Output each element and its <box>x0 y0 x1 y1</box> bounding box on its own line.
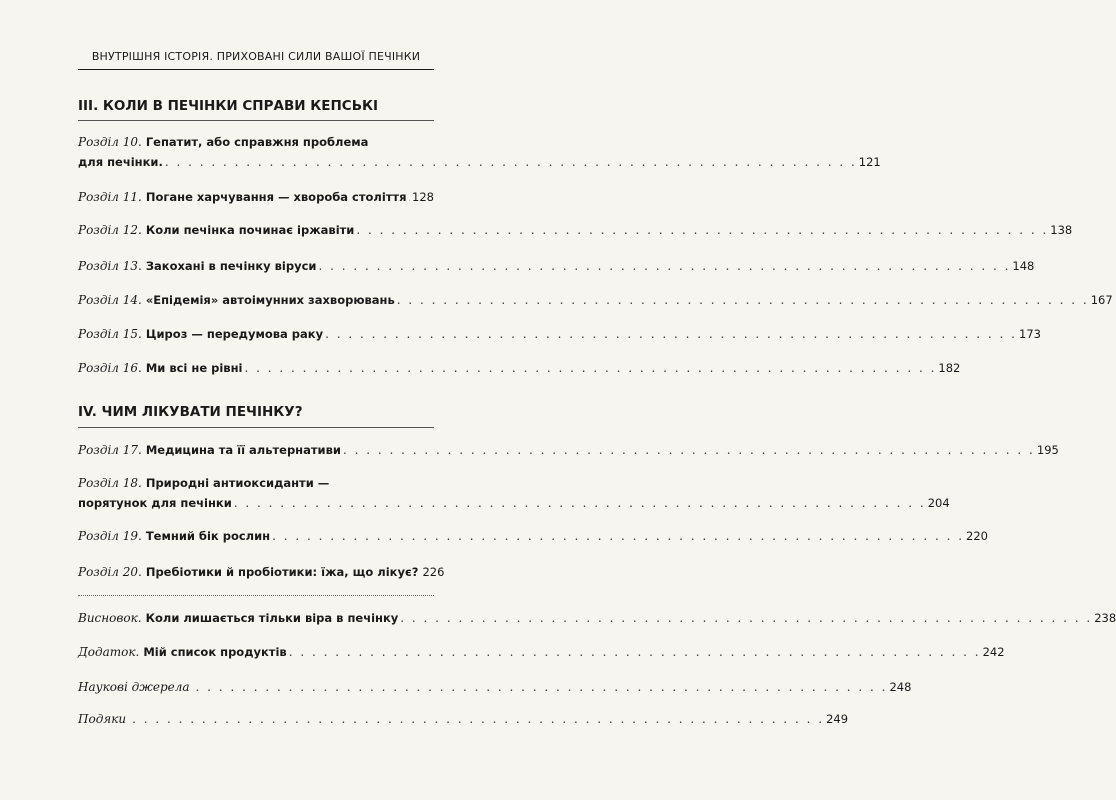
part-rule <box>78 120 434 121</box>
part-rule <box>78 427 434 428</box>
leader-dots <box>400 608 1092 628</box>
page-number: 195 <box>1036 443 1059 457</box>
chapter-title: порятунок для печінки <box>78 496 232 510</box>
chapter-title: Темний бік рослин <box>145 529 271 543</box>
page-number: 128 <box>412 190 434 204</box>
leader-dots <box>318 256 1010 276</box>
page-number: 248 <box>889 680 912 694</box>
chapter-label: Розділ 16. <box>78 361 142 375</box>
section-label: Висновок. <box>78 611 142 625</box>
chapter-label: Розділ 19. <box>78 529 142 543</box>
section-label: Наукові джерела <box>78 680 190 694</box>
chapter-title: Цироз — передумова раку <box>145 327 324 341</box>
toc-entry-chapter-19[interactable] <box>78 526 988 546</box>
leader-dots <box>408 187 410 207</box>
chapter-title: Пребіотики й пробіотики: їжа, що лікує? <box>145 565 419 579</box>
leader-dots <box>244 358 936 378</box>
leader-dots <box>132 709 824 729</box>
chapter-label: Розділ 17. <box>78 443 142 457</box>
page-number: 220 <box>966 529 988 543</box>
chapter-title: Медицина та її альтернативи <box>145 443 341 457</box>
page-number: 242 <box>982 645 1005 659</box>
toc-entry-chapter-14[interactable] <box>78 290 1113 310</box>
page-number: 249 <box>826 712 849 726</box>
chapter-title: «Епідемія» автоімунних захворювань <box>145 293 395 307</box>
section-title: Коли лишається тільки віра в печінку <box>145 611 399 625</box>
chapter-label: Розділ 15. <box>78 327 142 341</box>
page-number: 148 <box>1012 259 1035 273</box>
toc-entry-chapter-15[interactable] <box>78 324 1041 344</box>
section-label: Подяки <box>78 712 127 726</box>
chapter-label: Розділ 20. <box>78 565 142 579</box>
leader-dots <box>196 677 888 697</box>
page-number: 204 <box>927 496 950 510</box>
page-number: 167 <box>1090 293 1113 307</box>
page-number: 121 <box>858 155 881 169</box>
toc-entry-chapter-13[interactable] <box>78 256 1035 276</box>
leader-dots <box>325 324 1017 344</box>
toc-entry-chapter-10[interactable] <box>78 132 881 172</box>
chapter-label: Розділ 14. <box>78 293 142 307</box>
toc-entry-references[interactable] <box>78 677 912 697</box>
section-label: Додаток. <box>78 645 140 659</box>
leader-dots <box>165 152 857 172</box>
chapter-label: Розділ 10. <box>78 135 142 149</box>
page-number: 138 <box>1050 223 1073 237</box>
toc-entry-chapter-20[interactable] <box>78 562 445 582</box>
leader-dots <box>234 493 926 513</box>
chapter-label: Розділ 18. <box>78 476 142 490</box>
chapter-title-line1: Природні антиоксиданти — <box>145 476 330 490</box>
chapter-title-line1: Гепатит, або справжня проблема <box>145 135 369 149</box>
page-number: 173 <box>1019 327 1041 341</box>
leader-dots <box>272 526 964 546</box>
chapter-label: Розділ 11. <box>78 190 142 204</box>
toc-entry-chapter-12[interactable] <box>78 220 1073 240</box>
leader-dots <box>343 440 1035 460</box>
toc-entry-chapter-18[interactable] <box>78 473 950 513</box>
leader-dots <box>356 220 1048 240</box>
chapter-title: Погане харчування — хвороба століття <box>145 190 407 204</box>
part-heading-iii: III. КОЛИ В ПЕЧІНКИ СПРАВИ КЕПСЬКІ <box>78 98 379 114</box>
toc-page <box>78 0 1116 800</box>
chapter-title: Закохані в печінку віруси <box>145 259 317 273</box>
toc-entry-appendix[interactable] <box>78 642 1005 662</box>
toc-entry-conclusion[interactable] <box>78 608 1116 628</box>
leader-dots <box>289 642 981 662</box>
chapter-label: Розділ 12. <box>78 223 142 237</box>
header-rule <box>78 69 434 70</box>
toc-entry-chapter-11[interactable] <box>78 187 434 207</box>
chapter-title: Коли печінка починає іржавіти <box>145 223 355 237</box>
toc-entry-chapter-16[interactable] <box>78 358 961 378</box>
section-title: Мій список продуктів <box>143 645 287 659</box>
chapter-title: для печінки. <box>78 155 163 169</box>
leader-dots <box>397 290 1089 310</box>
part-heading-iv: IV. ЧИМ ЛІКУВАТИ ПЕЧІНКУ? <box>78 404 303 420</box>
running-header: ВНУТРІШНЯ ІСТОРІЯ. ПРИХОВАНІ СИЛИ ВАШОЇ ПЕЧІНКИ <box>91 50 421 63</box>
chapter-label: Розділ 13. <box>78 259 142 273</box>
page-number: 226 <box>422 565 445 579</box>
toc-entry-chapter-17[interactable] <box>78 440 1059 460</box>
toc-entry-acknowledgements[interactable] <box>78 709 849 729</box>
chapter-title: Ми всі не рівні <box>145 361 243 375</box>
page-number: 182 <box>938 361 961 375</box>
page-number: 238 <box>1094 611 1116 625</box>
section-divider <box>78 595 434 596</box>
